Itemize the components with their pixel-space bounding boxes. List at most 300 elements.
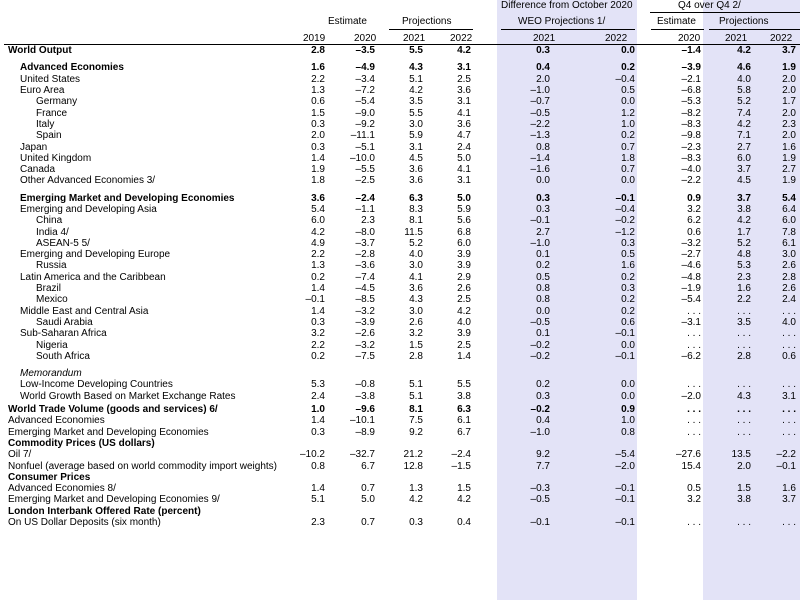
cell-value: –9.6 xyxy=(355,404,375,416)
cell-value: . . . xyxy=(782,404,796,416)
cell-value: 3.7 xyxy=(782,45,796,57)
cell-value: –0.5 xyxy=(530,494,550,506)
cell-value: 3.2 xyxy=(687,204,701,215)
row-label: Brazil xyxy=(36,283,62,295)
cell-value: 6.8 xyxy=(457,226,471,238)
cell-value: 0.4 xyxy=(536,415,550,427)
cell-value: 0.2 xyxy=(311,350,325,362)
cell-value: –2.4 xyxy=(451,449,471,461)
row-label: Emerging Market and Developing Economies xyxy=(20,192,235,204)
row-label: Russia xyxy=(36,260,67,272)
cell-value: 6.0 xyxy=(737,152,751,164)
diff-year-2022: 2022 xyxy=(605,33,628,44)
cell-value: 0.3 xyxy=(536,192,550,204)
cell-value: 4.2 xyxy=(737,215,751,227)
row-label: World Trade Volume (goods and services) 6/ xyxy=(8,404,218,416)
row-pad xyxy=(796,472,800,483)
cell-value: . . . xyxy=(782,339,796,351)
cell-value: –8.3 xyxy=(681,118,701,130)
cell-value: 6.3 xyxy=(409,192,423,204)
cell-value: 2.6 xyxy=(457,283,471,295)
cell-value: 0.3 xyxy=(536,45,550,57)
cell-value xyxy=(375,438,423,449)
row-pad xyxy=(796,272,800,283)
cell-value: 4.6 xyxy=(737,62,751,74)
row-pad xyxy=(796,506,800,517)
cell-value: 5.1 xyxy=(409,73,423,85)
cell-value: 2.4 xyxy=(782,294,796,306)
q4-title-rule xyxy=(650,12,800,13)
cell-value: . . . xyxy=(737,339,751,351)
projections-rule xyxy=(389,29,473,30)
cell-value: –0.1 xyxy=(615,192,635,204)
cell-value: 9.2 xyxy=(409,426,423,438)
cell-value: . . . xyxy=(687,517,701,529)
cell-value: 2.2 xyxy=(311,73,325,85)
table-row xyxy=(0,272,800,283)
cell-value: 2.7 xyxy=(782,164,796,176)
cell-value: 5.0 xyxy=(457,192,471,204)
table-row xyxy=(0,449,800,460)
cell-value: 5.0 xyxy=(361,494,375,506)
table-row xyxy=(0,175,800,186)
cell-value: 6.7 xyxy=(457,426,471,438)
cell-value xyxy=(550,368,635,379)
cell-value: 4.1 xyxy=(409,271,423,283)
cell-value: 7.4 xyxy=(737,107,751,119)
diff-rule xyxy=(501,29,635,30)
cell-value: 1.9 xyxy=(782,62,796,74)
cell-value: 0.1 xyxy=(536,328,550,340)
cell-value xyxy=(325,506,375,517)
cell-value: –0.5 xyxy=(530,316,550,328)
cell-value: 3.6 xyxy=(457,85,471,97)
diff-year-2021: 2021 xyxy=(533,33,556,44)
cell-value: 0.0 xyxy=(621,379,635,391)
row-label: On US Dollar Deposits (six month) xyxy=(8,517,161,529)
cell-value: –1.3 xyxy=(530,130,550,142)
table-row xyxy=(0,283,800,294)
cell-value: 0.2 xyxy=(536,379,550,391)
table-row xyxy=(0,130,800,141)
cell-value: 1.0 xyxy=(621,415,635,427)
cell-value: 1.4 xyxy=(311,415,325,427)
table-row xyxy=(0,96,800,107)
cell-value: . . . xyxy=(687,328,701,340)
cell-value: –2.2 xyxy=(681,175,701,187)
cell-value: 15.4 xyxy=(681,460,701,472)
cell-value: 1.5 xyxy=(409,339,423,351)
cell-value: 1.6 xyxy=(311,62,325,74)
cell-value: 3.9 xyxy=(457,260,471,272)
table-row xyxy=(0,294,800,305)
cell-value: . . . xyxy=(737,415,751,427)
cell-value: –9.8 xyxy=(681,130,701,142)
cell-value: 2.0 xyxy=(782,73,796,85)
cell-value: –9.0 xyxy=(355,107,375,119)
cell-value: . . . xyxy=(687,339,701,351)
row-pad xyxy=(796,62,800,73)
row-pad xyxy=(796,85,800,96)
cell-value: . . . xyxy=(737,305,751,317)
row-label: ASEAN-5 5/ xyxy=(36,237,90,249)
row-pad xyxy=(796,294,800,305)
cell-value: 6.1 xyxy=(457,415,471,427)
row-label: Saudi Arabia xyxy=(36,316,93,328)
cell-value: 2.3 xyxy=(361,215,375,227)
cell-value: 2.3 xyxy=(737,271,751,283)
row-pad xyxy=(796,483,800,494)
cell-value: 4.1 xyxy=(457,164,471,176)
cell-value: 5.2 xyxy=(409,237,423,249)
row-pad xyxy=(796,328,800,339)
row-pad xyxy=(796,517,800,528)
cell-value: 2.4 xyxy=(457,141,471,153)
cell-value: –10.2 xyxy=(299,449,325,461)
cell-value: –0.3 xyxy=(530,483,550,495)
cell-value: 1.4 xyxy=(311,152,325,164)
cell-value: 2.4 xyxy=(311,390,325,402)
cell-value: 3.1 xyxy=(457,96,471,108)
cell-value: 3.5 xyxy=(409,96,423,108)
cell-value: –5.4 xyxy=(615,449,635,461)
cell-value xyxy=(471,472,550,483)
cell-value: . . . xyxy=(687,305,701,317)
cell-value xyxy=(635,368,701,379)
cell-value: . . . xyxy=(737,426,751,438)
cell-value: –4.9 xyxy=(355,62,375,74)
cell-value: –3.2 xyxy=(681,237,701,249)
cell-value xyxy=(423,472,471,483)
row-label: South Africa xyxy=(36,350,90,362)
cell-value: 0.3 xyxy=(311,118,325,130)
cell-value xyxy=(701,438,751,449)
cell-value xyxy=(423,438,471,449)
cell-value: 5.4 xyxy=(311,204,325,215)
cell-value: 0.3 xyxy=(536,204,550,215)
cell-value: 0.8 xyxy=(536,294,550,306)
cell-value: 5.1 xyxy=(409,390,423,402)
cell-value: –32.7 xyxy=(349,449,375,461)
table-row xyxy=(0,427,800,438)
q4-projections-header: Projections xyxy=(719,16,769,27)
cell-value: 2.0 xyxy=(536,73,550,85)
table-row xyxy=(0,249,800,260)
row-label: Other Advanced Economies 3/ xyxy=(20,175,156,187)
cell-value: 4.2 xyxy=(457,45,471,57)
cell-value: 5.0 xyxy=(457,152,471,164)
row-pad xyxy=(796,107,800,118)
table-row xyxy=(0,460,800,471)
cell-value: 0.2 xyxy=(621,271,635,283)
cell-value: 1.4 xyxy=(457,350,471,362)
cell-value: 6.1 xyxy=(782,237,796,249)
cell-value xyxy=(751,438,796,449)
cell-value: 0.9 xyxy=(621,404,635,416)
cell-value: . . . xyxy=(782,415,796,427)
cell-value: –11.1 xyxy=(350,130,375,142)
cell-value: 5.4 xyxy=(782,192,796,204)
cell-value: 0.3 xyxy=(621,237,635,249)
cell-value: 5.3 xyxy=(737,260,751,272)
cell-value xyxy=(423,368,471,379)
cell-value: 0.3 xyxy=(311,316,325,328)
cell-value: 8.1 xyxy=(409,404,423,416)
year-2022: 2022 xyxy=(450,33,473,44)
cell-value: 4.7 xyxy=(457,130,471,142)
cell-value: 3.0 xyxy=(782,249,796,261)
cell-value: –8.3 xyxy=(681,152,701,164)
row-pad xyxy=(796,204,800,215)
cell-value: 6.0 xyxy=(457,237,471,249)
cell-value: 4.0 xyxy=(409,249,423,261)
cell-value: –8.9 xyxy=(355,426,375,438)
table-row xyxy=(0,494,800,505)
cell-value: –2.7 xyxy=(681,249,701,261)
cell-value: 1.6 xyxy=(782,483,796,495)
row-label: Commodity Prices (US dollars) xyxy=(8,437,155,449)
cell-value: –1.0 xyxy=(530,237,550,249)
table-row xyxy=(0,62,800,73)
cell-value: 2.7 xyxy=(737,141,751,153)
table-row xyxy=(0,438,800,449)
table-row xyxy=(0,339,800,350)
cell-value: –2.1 xyxy=(681,73,701,85)
cell-value: 0.2 xyxy=(621,294,635,306)
row-pad xyxy=(796,317,800,328)
cell-value: 0.4 xyxy=(536,62,550,74)
cell-value: 2.0 xyxy=(782,107,796,119)
cell-value: 5.8 xyxy=(737,85,751,97)
row-pad xyxy=(796,249,800,260)
cell-value: 0.2 xyxy=(621,305,635,317)
cell-value: 3.8 xyxy=(457,390,471,402)
cell-value: 0.8 xyxy=(311,460,325,472)
cell-value: –1.9 xyxy=(681,283,701,295)
table-row xyxy=(0,260,800,271)
row-pad xyxy=(796,306,800,317)
row-label: Middle East and Central Asia xyxy=(20,305,149,317)
cell-value xyxy=(550,506,635,517)
table-row xyxy=(0,317,800,328)
cell-value: 2.6 xyxy=(409,316,423,328)
cell-value: . . . xyxy=(687,404,701,416)
cell-value: . . . xyxy=(737,404,751,416)
cell-value: 0.4 xyxy=(457,517,471,529)
cell-value: –3.9 xyxy=(681,62,701,74)
cell-value: –2.0 xyxy=(615,460,635,472)
cell-value: –2.8 xyxy=(355,249,375,261)
cell-value: –0.1 xyxy=(615,494,635,506)
cell-value: 2.0 xyxy=(737,460,751,472)
cell-value: 7.5 xyxy=(409,415,423,427)
cell-value: 3.6 xyxy=(457,118,471,130)
cell-value: 6.4 xyxy=(782,204,796,215)
cell-value: 6.0 xyxy=(782,215,796,227)
cell-value: 2.0 xyxy=(782,85,796,97)
row-label: Emerging and Developing Asia xyxy=(20,204,157,215)
cell-value: 7.1 xyxy=(737,130,751,142)
cell-value xyxy=(635,472,701,483)
cell-value: . . . xyxy=(687,379,701,391)
cell-value: 5.5 xyxy=(409,45,423,57)
cell-value: 4.2 xyxy=(737,118,751,130)
row-pad xyxy=(796,130,800,141)
cell-value: 0.0 xyxy=(621,390,635,402)
q4-projections-rule xyxy=(709,29,800,30)
cell-value: –0.2 xyxy=(530,339,550,351)
cell-value: 1.6 xyxy=(737,283,751,295)
cell-value: 1.7 xyxy=(737,226,751,238)
cell-value: 0.6 xyxy=(311,96,325,108)
cell-value: –0.4 xyxy=(615,204,635,215)
cell-value: 3.1 xyxy=(409,141,423,153)
cell-value: 0.5 xyxy=(536,271,550,283)
cell-value: 2.8 xyxy=(737,350,751,362)
cell-value: –0.1 xyxy=(776,460,796,472)
cell-value: 5.6 xyxy=(457,215,471,227)
cell-value: 0.0 xyxy=(621,175,635,187)
cell-value: 0.2 xyxy=(311,271,325,283)
cell-value xyxy=(701,506,751,517)
cell-value: 0.5 xyxy=(621,85,635,97)
cell-value xyxy=(635,506,701,517)
table-row xyxy=(0,238,800,249)
cell-value: 4.0 xyxy=(457,316,471,328)
row-label: London Interbank Offered Rate (percent) xyxy=(8,505,201,517)
cell-value: . . . xyxy=(687,415,701,427)
cell-value: 1.2 xyxy=(621,107,635,119)
cell-value: 0.3 xyxy=(311,141,325,153)
diff-subtitle: WEO Projections 1/ xyxy=(518,16,606,27)
cell-value: 2.0 xyxy=(311,130,325,142)
cell-value: –27.6 xyxy=(675,449,701,461)
cell-value: 0.3 xyxy=(536,390,550,402)
cell-value xyxy=(701,368,751,379)
cell-value: –7.5 xyxy=(355,350,375,362)
row-label: Oil 7/ xyxy=(8,449,32,461)
row-label: Low-Income Developing Countries xyxy=(20,379,173,391)
row-pad xyxy=(796,175,800,186)
cell-value: 1.9 xyxy=(782,175,796,187)
cell-value: 4.3 xyxy=(409,294,423,306)
table-row xyxy=(0,391,800,402)
cell-value: 1.7 xyxy=(782,96,796,108)
cell-value: 0.6 xyxy=(621,316,635,328)
cell-value: –6.8 xyxy=(681,85,701,97)
cell-value: –4.8 xyxy=(681,271,701,283)
cell-value: –0.1 xyxy=(615,483,635,495)
cell-value: 3.2 xyxy=(687,494,701,506)
cell-value: 5.5 xyxy=(457,379,471,391)
cell-value: 1.0 xyxy=(311,404,325,416)
cell-value: 5.9 xyxy=(409,130,423,142)
cell-value: 3.2 xyxy=(311,328,325,340)
cell-value: 0.6 xyxy=(782,350,796,362)
cell-value: –8.0 xyxy=(355,226,375,238)
cell-value: 3.6 xyxy=(409,283,423,295)
cell-value: 0.8 xyxy=(621,426,635,438)
cell-value: 11.5 xyxy=(404,226,423,238)
table-row xyxy=(0,74,800,85)
cell-value: 4.0 xyxy=(737,73,751,85)
cell-value xyxy=(751,368,796,379)
cell-value: –0.1 xyxy=(530,215,550,227)
cell-value: 5.2 xyxy=(737,237,751,249)
row-label: Emerging Market and Developing Economies xyxy=(8,426,209,438)
cell-value: 4.1 xyxy=(457,107,471,119)
cell-value: . . . xyxy=(782,517,796,529)
cell-value: 4.5 xyxy=(737,175,751,187)
cell-value: 2.3 xyxy=(311,517,325,529)
table-row xyxy=(0,141,800,152)
cell-value: –2.5 xyxy=(355,175,375,187)
cell-value: 1.5 xyxy=(457,483,471,495)
cell-value: 6.7 xyxy=(361,460,375,472)
cell-value: –0.2 xyxy=(530,350,550,362)
table-row xyxy=(0,506,800,517)
cell-value: 5.5 xyxy=(409,107,423,119)
cell-value: –0.1 xyxy=(615,328,635,340)
cell-value: 1.4 xyxy=(311,283,325,295)
cell-value xyxy=(550,438,635,449)
q4-year-2021: 2021 xyxy=(725,33,748,44)
estimate-header: Estimate xyxy=(328,16,367,27)
row-pad xyxy=(796,283,800,294)
table-row xyxy=(0,306,800,317)
row-pad xyxy=(796,45,800,56)
cell-value: . . . xyxy=(737,328,751,340)
cell-value: 2.2 xyxy=(311,249,325,261)
cell-value: 7.8 xyxy=(782,226,796,238)
cell-value: 3.9 xyxy=(457,249,471,261)
cell-value: –0.4 xyxy=(615,73,635,85)
cell-value: 4.0 xyxy=(782,316,796,328)
cell-value: 5.9 xyxy=(457,204,471,215)
cell-value: –3.8 xyxy=(355,390,375,402)
row-pad xyxy=(796,193,800,204)
cell-value xyxy=(471,438,550,449)
cell-value: –1.0 xyxy=(530,426,550,438)
row-label: India 4/ xyxy=(36,226,69,238)
cell-value: 2.0 xyxy=(782,130,796,142)
table-row xyxy=(0,85,800,96)
cell-value: 3.0 xyxy=(409,305,423,317)
cell-value xyxy=(751,506,796,517)
table-row xyxy=(0,45,800,56)
cell-value: 3.0 xyxy=(409,118,423,130)
row-pad xyxy=(796,153,800,164)
row-label: Spain xyxy=(36,130,62,142)
row-pad xyxy=(796,391,800,402)
cell-value: 8.3 xyxy=(409,204,423,215)
row-pad xyxy=(796,460,800,471)
row-pad xyxy=(796,427,800,438)
row-label: Latin America and the Caribbean xyxy=(20,271,166,283)
cell-value: –2.2 xyxy=(530,118,550,130)
cell-value: –0.2 xyxy=(530,404,550,416)
cell-value: 2.2 xyxy=(311,339,325,351)
cell-value: 3.0 xyxy=(409,260,423,272)
cell-value: 4.3 xyxy=(737,390,751,402)
cell-value: –1.4 xyxy=(530,152,550,164)
cell-value: 0.0 xyxy=(621,45,635,57)
row-label: United Kingdom xyxy=(20,152,92,164)
cell-value: –3.2 xyxy=(355,305,375,317)
row-pad xyxy=(796,404,800,415)
cell-value: 4.2 xyxy=(457,494,471,506)
cell-value: 0.7 xyxy=(621,141,635,153)
